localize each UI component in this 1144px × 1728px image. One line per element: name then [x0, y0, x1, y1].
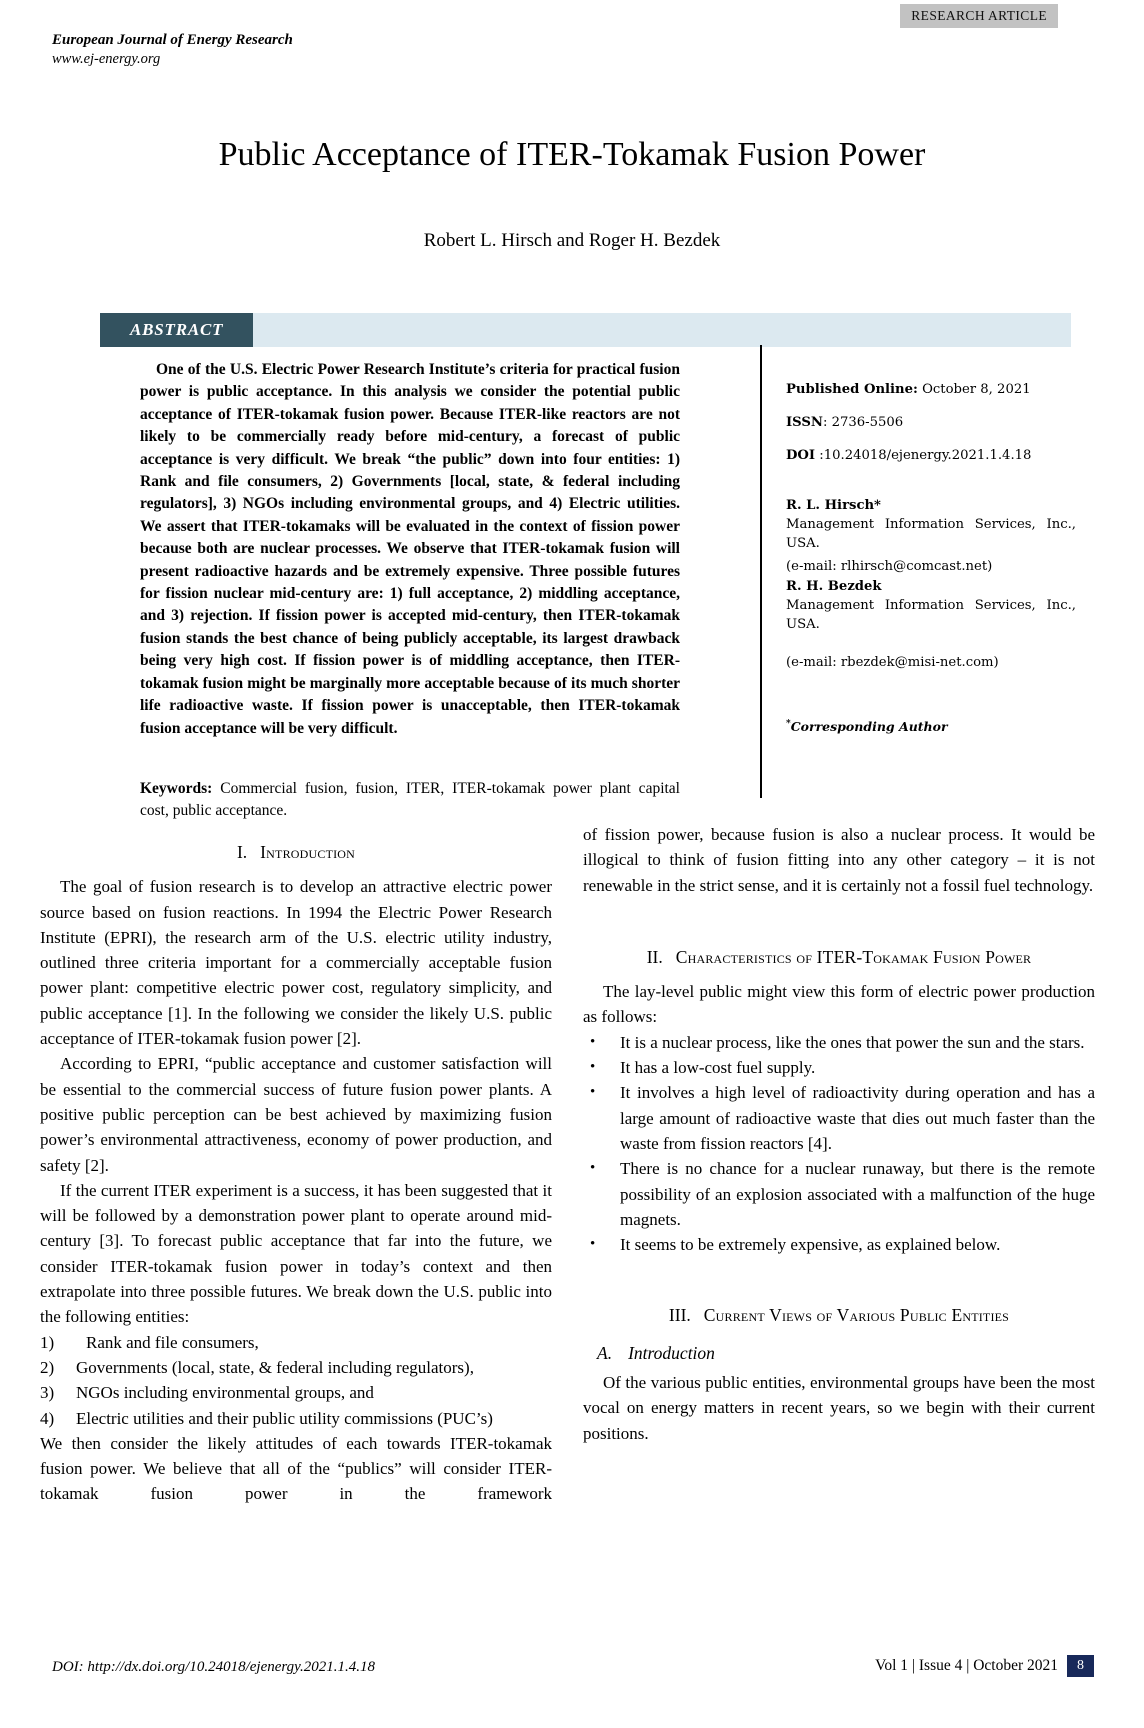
bullet-text: It seems to be extremely expensive, as explained below.: [620, 1235, 1001, 1255]
list-item: [40, 1330, 552, 1355]
footer-doi: DOI: http://dx.doi.org/10.24018/ejenergy.2021.1.4.18: [52, 1659, 376, 1675]
journal-url: www.ej-energy.org: [52, 51, 161, 68]
publication-info: [786, 380, 1076, 736]
section-title: Introduction: [260, 842, 356, 862]
research-article-badge: RESEARCH ARTICLE: [900, 4, 1058, 28]
author1-name: R. L. Hirsch*: [786, 498, 881, 513]
right-column: [583, 822, 1095, 1446]
list-item: [40, 1406, 552, 1431]
abstract-label: ABSTRACT: [100, 313, 253, 347]
keywords-line: [140, 778, 680, 822]
paragraph: The goal of fusion research is to develop an attractive electric power source based on fusion reactions. In 1994 the Electric Power Research Institute (EPRI), the research arm of the U.S. electric utility industry, outlined three criteria important for a commercially acceptable fusion power plant: competitive electric power cost, regulatory simplicity, and public acceptance [1]. In the following we consider the likely U.S. public acceptance of ITER-tokamak fusion power [2].: [40, 877, 552, 1049]
bullet-text: It is a nuclear process, like the ones that power the sun and the stars.: [620, 1032, 1085, 1052]
page-number-badge: 8: [1067, 1655, 1094, 1677]
list-item-number: 3): [40, 1383, 55, 1403]
corresponding-author-note: [786, 715, 1076, 736]
keywords-label: Keywords:: [140, 779, 213, 797]
author2-email: (e-mail: rbezdek@misi-net.com): [786, 655, 999, 670]
bullet-item: [583, 1232, 1095, 1257]
bullet-text: It has a low-cost fuel supply.: [620, 1058, 816, 1078]
subsection-heading-introduction: [597, 1341, 1095, 1366]
paragraph: The lay-level public might view this form of electric power production as follows:: [583, 982, 1095, 1027]
published-online-value: October 8, 2021: [917, 382, 1031, 397]
doi-line: [786, 446, 1076, 465]
section-title: Characteristics of ITER-Tokamak Fusion Power: [675, 946, 1032, 967]
paragraph: of fission power, because fusion is also a nuclear process. It would be illogical to think of fusion fitting into any other category – it is not renewable in the strict sense, and it is certainly not a fossil fuel technology.: [583, 825, 1095, 895]
list-item-number: 4): [40, 1408, 55, 1428]
bullet-icon: •: [590, 1160, 596, 1177]
section-title: Current Views of Various Public Entities: [703, 1305, 1010, 1326]
author1-email: (e-mail: rlhirsch@comcast.net): [786, 559, 993, 574]
author2-affiliation: Management Information Services, Inc., USA.: [786, 598, 1076, 632]
author2-name: R. H. Bezdek: [786, 579, 882, 594]
issn-value: : 2736-5506: [822, 415, 904, 430]
authors-line: Robert L. Hirsch and Roger H. Bezdek: [423, 230, 721, 251]
section-number: II.: [646, 946, 663, 967]
abstract-text: One of the U.S. Electric Power Research Institute’s criteria for practical fusion power is public acceptance. In this analysis we consider the potential public acceptance of ITER-tokamak fusion power. Because ITER-like reactors are not likely to be commercially ready before mid-century, a forecast of public acceptance is very difficult. We break “the public” down into four entities: 1) Rank and file consumers, 2) Governments [local, state, & federal including regulators], 3) NGOs including environmental groups, and 4) Electric utilities. We assert that ITER-tokamaks will be evaluated in the context of fission power because both are nuclear processes. We observe that ITER-tokamak fusion will present radioactive hazards and be extremely expensive. Three possible futures for fission nuclear mid-century are: 1) full acceptance, 2) middling acceptance, and 3) rejection. If fission power is accepted mid-century, then ITER-tokamak fusion stands the best chance of being publicly acceptable, its largest drawback being very high cost. If fission power is of middling acceptance, then ITER-tokamak fusion might be marginally more acceptable because of its much shorter life radioactive waste. If fission power is unacceptable, then ITER-tokamak fusion acceptance will be very difficult.: [140, 361, 680, 737]
list-item-number: 1): [40, 1332, 55, 1352]
bullet-list: [583, 1030, 1095, 1258]
footer-volume-issue: Vol 1 | Issue 4 | October 2021: [875, 1657, 1058, 1674]
list-item: [40, 1355, 552, 1380]
doi-value: :10.24018/ejenergy.2021.1.4.18: [815, 448, 1032, 463]
issn-label: ISSN: [786, 415, 823, 430]
section-number: I.: [236, 842, 248, 862]
published-online-line: [786, 380, 1076, 399]
journal-name: European Journal of Energy Research: [52, 32, 293, 48]
list-item-text: Electric utilities and their public utility commissions (PUC’s): [76, 1408, 493, 1428]
bullet-icon: •: [590, 1059, 596, 1076]
bullet-item: [583, 1156, 1095, 1232]
journal-header: [52, 30, 293, 70]
page-title: Public Acceptance of ITER-Tokamak Fusion Power: [218, 136, 926, 173]
list-item-text: Governments (local, state, & federal including regulators),: [76, 1357, 474, 1377]
numbered-list: [40, 1330, 552, 1431]
subsection-title: Introduction: [628, 1342, 715, 1363]
section-number: III.: [668, 1305, 691, 1326]
list-item: [40, 1380, 552, 1405]
bullet-text: There is no chance for a nuclear runaway, but there is the remote possibility of an explosion associated with a malfunction of the huge magnets.: [620, 1159, 1095, 1229]
bullet-icon: •: [590, 1084, 596, 1101]
bullet-icon: •: [590, 1236, 596, 1253]
paragraph: We then consider the likely attitudes of each towards ITER-tokamak fusion power. We believe that all of the “publics” will consider ITER-tokamak fusion power in the framework: [40, 1433, 552, 1504]
section-heading-current-views: [583, 1303, 1095, 1328]
footer-issue-info: [875, 1655, 1094, 1677]
bullet-icon: •: [590, 1033, 596, 1050]
list-item-text: Rank and file consumers,: [86, 1332, 259, 1352]
bullet-item: [583, 1055, 1095, 1080]
paragraph: Of the various public entities, environmental groups have been the most vocal on energy matters in recent years, so we begin with their current positions.: [583, 1373, 1095, 1443]
bullet-item: [583, 1030, 1095, 1055]
issn-line: [786, 413, 1076, 432]
abstract-divider: [760, 345, 762, 798]
section-heading-characteristics: [583, 945, 1095, 970]
paragraph: According to EPRI, “public acceptance and customer satisfaction will be essential to the commercial success of future fusion power plants. A positive public perception can be best achieved by maximizing fusion power’s environmental attractiveness, economy of power production, and safety [2].: [40, 1054, 552, 1175]
bullet-text: It involves a high level of radioactivity during operation and has a large amount of radioactive waste that dies out much faster than the waste from fission reactors [4].: [620, 1083, 1095, 1153]
left-column: [40, 840, 552, 1507]
list-item-number: 2): [40, 1357, 55, 1377]
section-heading-introduction: [40, 840, 552, 865]
abstract-band: [100, 313, 1071, 347]
keywords-text: Commercial fusion, fusion, ITER, ITER-tokamak power plant capital cost, public acceptance.: [140, 779, 680, 819]
corresponding-author-text: Corresponding Author: [790, 719, 948, 735]
corresponding-author-mark: *: [786, 719, 791, 729]
bullet-item: [583, 1080, 1095, 1156]
list-item-text: NGOs including environmental groups, and: [76, 1383, 374, 1403]
subsection-letter: A.: [597, 1342, 613, 1363]
author1-affiliation: Management Information Services, Inc., USA.: [786, 517, 1076, 551]
published-online-label: Published Online:: [786, 382, 918, 397]
paragraph: If the current ITER experiment is a success, it has been suggested that it will be followed by a demonstration power plant to operate around mid-century [3]. To forecast public acceptance that far into the future, we consider ITER-tokamak fusion power in today’s context and then extrapolate into three possible futures. We break down the U.S. public into the following entities:: [40, 1180, 552, 1327]
doi-label: DOI: [786, 448, 816, 463]
